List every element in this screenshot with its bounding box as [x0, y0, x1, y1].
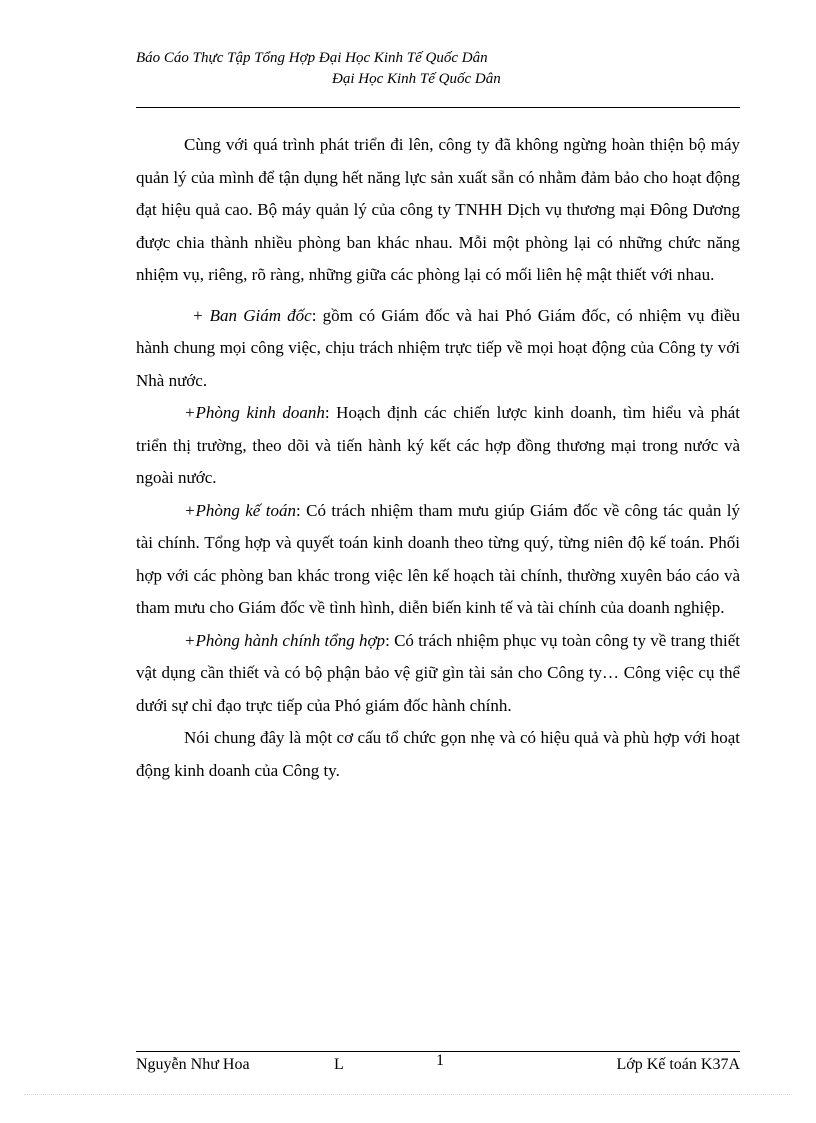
paragraph-accounting-dept [136, 495, 740, 625]
footer-class-name: Lớp Kế toán K37A [616, 1056, 740, 1073]
footer-author: Nguyễn Như Hoa [136, 1056, 250, 1073]
department-desc-admin: : Có trách nhiệm phục vụ toàn công ty về trang thiết vật dụng cần thiết và có bộ phận bảo vệ giữ gìn tài sản cho Công ty… Công việc cụ thể dưới sự chỉ đạo trực tiếp của Phó giám đốc hành chính. [136, 630, 740, 715]
page-footer [136, 1054, 740, 1078]
page-edge-divider [24, 1094, 792, 1095]
department-label-accounting: +Phòng kế toán [184, 500, 296, 520]
department-label-admin: +Phòng hành chính tổng hợp [184, 630, 386, 650]
department-desc-accounting: : Có trách nhiệm tham mưu giúp Giám đốc về công tác quản lý tài chính. Tổng hợp và quyết toán kinh doanh theo từng quý, từng niên độ kế toán. Phối hợp với các phòng ban khác trong việc lên kế hoạch tài chính, thường xuyên báo cáo và tham mưu cho Giám đốc về tình hình, diễn biến kinh tế và tài chính của doanh nghiệp. [136, 500, 741, 617]
page-number: 1 [436, 1052, 444, 1069]
department-label-board: + Ban Giám đốc [192, 305, 312, 325]
department-desc-board: : gồm có Giám đốc và hai Phó Giám đốc, có nhiệm vụ điều hành chung mọi công việc, chịu trách nhiệm trực tiếp về mọi hoạt động của Công ty với Nhà nước. [136, 305, 740, 390]
paragraph-board-of-directors [136, 300, 740, 398]
footer-mark: L [334, 1056, 344, 1073]
page-header [136, 48, 740, 90]
paragraph-intro: Cùng với quá trình phát triển đi lên, công ty đã không ngừng hoàn thiện bộ máy quản lý của mình để tận dụng hết năng lực sản xuất sẵn có nhằm đảm bảo cho hoạt động đạt hiệu quả cao. Bộ máy quản lý của công ty TNHH Dịch vụ thương mại Đông Dương được chia thành nhiều phòng ban khác nhau. Mỗi một phòng lại có những chức năng nhiệm vụ, riêng, rõ ràng, những giữa các phòng lại có mối liên hệ mật thiết với nhau. [136, 135, 740, 284]
header-title: Báo Cáo Thực Tập Tổng Hợp Đại Học Kinh Tế Quốc Dân [136, 50, 488, 66]
department-label-business: +Phòng kinh doanh [184, 403, 325, 422]
paragraph-business-dept [136, 397, 740, 495]
header-subtitle: Đại Học Kinh Tế Quốc Dân [332, 71, 501, 87]
department-desc-business: : Hoạch định các chiến lược kinh doanh, tìm hiểu và phát triển thị trường, theo dõi và tiến hành ký kết các hợp đồng thương mại trong nước và ngoài nước. [136, 403, 741, 487]
document-body [136, 129, 740, 787]
paragraph-admin-dept [136, 625, 740, 723]
paragraph-conclusion: Nói chung đây là một cơ cấu tổ chức gọn nhẹ và có hiệu quả và phù hợp với hoạt động kinh doanh của Công ty. [136, 728, 740, 780]
header-divider [136, 107, 740, 108]
